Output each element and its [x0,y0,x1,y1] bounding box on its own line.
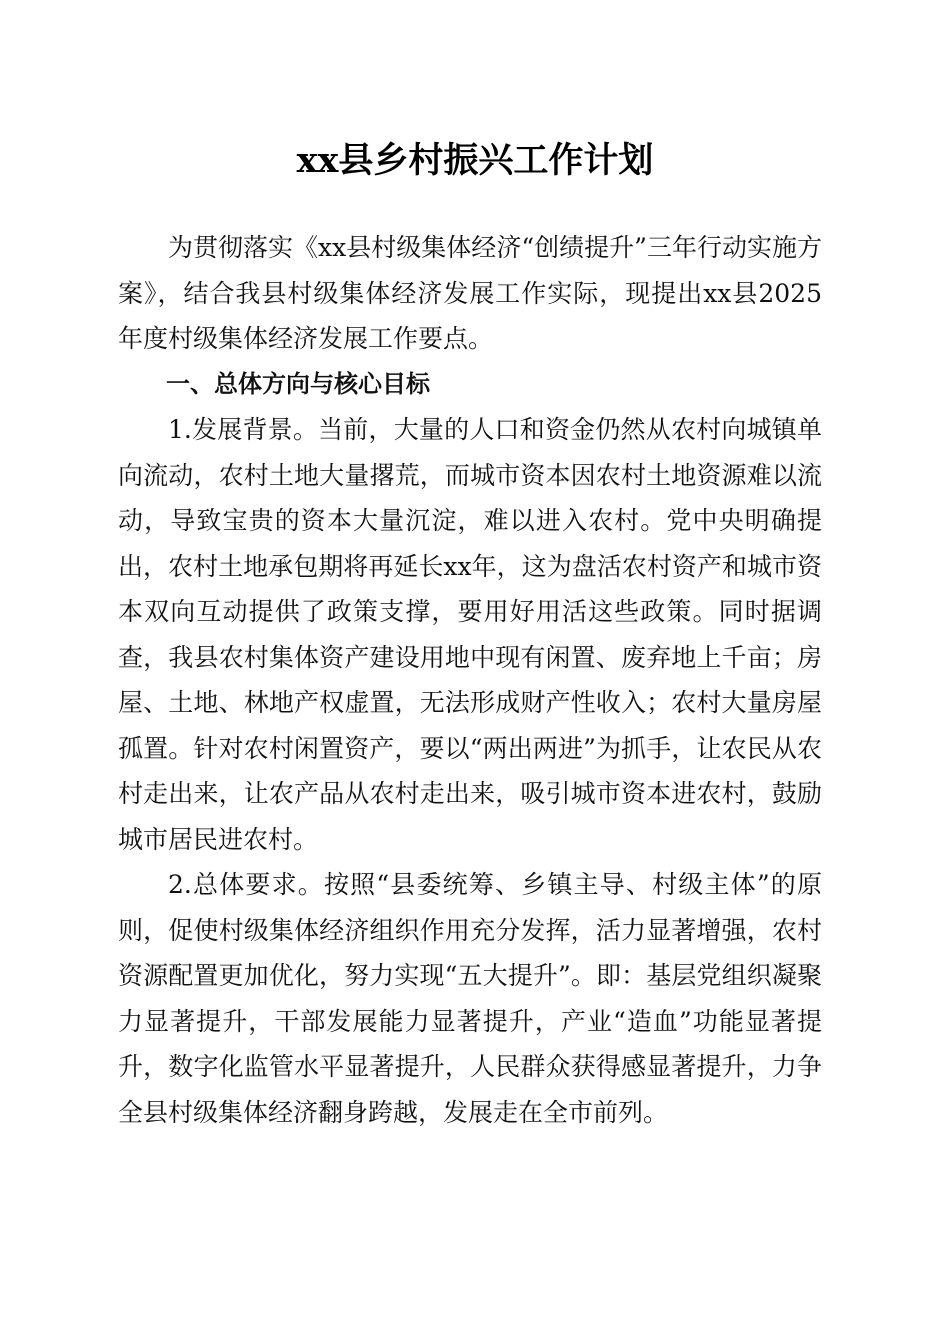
document-title: xx县乡村振兴工作计划 [296,140,654,181]
background-paragraph: 1.发展背景。当前，大量的人口和资金仍然从农村向城镇单向流动，农村土地大量撂荒，而城市资本因农村土地资源难以流动，导致宝贵的资本大量沉淀，难以进入农村。党中央明确提出，农村土地承包期将再延长xx年，这为盘活农村资产和城市资本双向互动提供了政策支撑，要用好用活这些政策。同时据调查，我县农村集体资产建设用地中现有闲置、废弃地上千亩；房屋、土地、林地产权虚置，无法形成财产性收入；农村大量房屋孤置。针对农村闲置资产，要以“两出两进”为抓手，让农民从农村走出来，让农产品从农村走出来，吸引城市资本进农村，鼓励城市居民进农村。 [118,415,822,854]
requirements-paragraph: 2.总体要求。按照“县委统筹、乡镇主导、村级主体”的原则，促使村级集体经济组织作用充分发挥，活力显著增强，农村资源配置更加优化，努力实现“五大提升”。即：基层党组织凝聚力显著提升，干部发展能力显著提升，产业“造血”功能显著提升，数字化监管水平显著提升，人民群众获得感显著提升，力争全县村级集体经济翻身跨越，发展走在全市前列。 [118,870,822,1127]
intro-paragraph: 为贯彻落实《xx县村级集体经济“创绩提升”三年行动实施方案》，结合我县村级集体经济发展工作实际，现提出xx县2025年度村级集体经济发展工作要点。 [118,233,822,353]
document-body [118,225,822,1135]
section-heading: 一、总体方向与核心目标 [166,369,430,398]
